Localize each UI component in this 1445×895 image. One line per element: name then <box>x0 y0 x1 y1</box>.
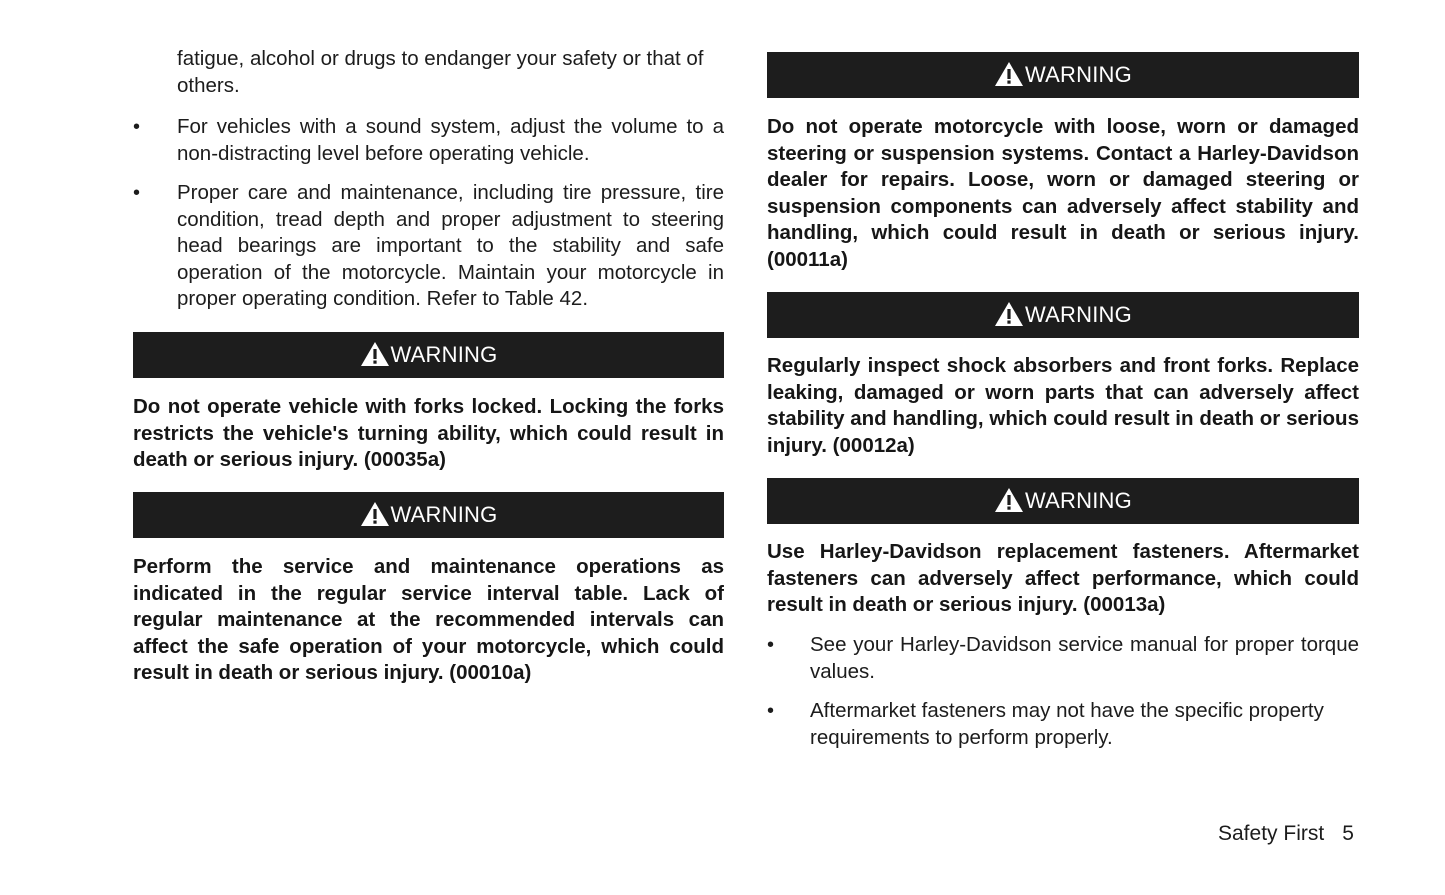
bullet-item: Proper care and maintenance, including tire pressure, tire condition, tread depth and proper adjustment to steering head bearings are important to the stability and safe operation of the motorcycle. Maintain your motorcycle in proper operating condition. Refer to Table 42. <box>177 181 724 311</box>
warning-banner <box>767 52 1359 98</box>
warning-text: Do not operate motorcycle with loose, worn or damaged steering or suspension systems. Contact a Harley-Davidson dealer for repairs. Loose, worn or damaged steering or suspension components can adversely affect stability and handling, which could result in death or serious injury. (00011a) <box>767 115 1359 271</box>
warning-title: WARNING <box>390 502 498 527</box>
bullet-dot-icon: • <box>767 634 775 656</box>
warning-title: WARNING <box>1025 302 1132 327</box>
page-number: 5 <box>1342 822 1354 845</box>
bullet-dot-icon: • <box>133 116 141 138</box>
warning-title: WARNING <box>1025 62 1132 87</box>
warning-triangle-icon <box>994 301 1024 327</box>
warning-text: Regularly inspect shock absorbers and front forks. Replace leaking, damaged or worn parts that can adversely affect stability and handling, which could result in death or serious injury. (00012a) <box>767 354 1359 457</box>
bullet-dot-icon: • <box>767 700 775 722</box>
warning-banner <box>767 478 1359 524</box>
warning-banner <box>133 332 724 378</box>
warning-triangle-icon <box>994 487 1024 513</box>
warning-title: WARNING <box>390 342 498 367</box>
bullet-item: See your Harley-Davidson service manual for proper torque values. <box>810 633 1359 683</box>
page-footer <box>1218 822 1354 846</box>
bullet-item: Aftermarket fasteners may not have the specific property requirements to perform properly. <box>810 699 1324 749</box>
warning-triangle-icon <box>994 61 1024 87</box>
warning-title: WARNING <box>1025 488 1132 513</box>
intro-paragraph: fatigue, alcohol or drugs to endanger your safety or that of others. <box>177 47 704 97</box>
warning-text: Perform the service and maintenance operations as indicated in the regular service interval table. Lack of regular maintenance at the recommended intervals can affect the safe operation of your motorcycle, which could result in death or serious injury. (00010a) <box>133 555 724 685</box>
warning-triangle-icon <box>360 341 390 367</box>
bullet-dot-icon: • <box>133 182 141 204</box>
warning-text: Do not operate vehicle with forks locked. Locking the forks restricts the vehicle's turning ability, which could result in death or serious injury. (00035a) <box>133 395 724 472</box>
warning-triangle-icon <box>360 501 390 527</box>
warning-banner <box>133 492 724 538</box>
footer-section-title: Safety First <box>1218 822 1325 845</box>
warning-text: Use Harley-Davidson replacement fasteners. Aftermarket fasteners can adversely affect performance, which could result in death or serious injury. (00013a) <box>767 540 1359 617</box>
warning-banner <box>767 292 1359 338</box>
bullet-item: For vehicles with a sound system, adjust the volume to a non-distracting level before operating vehicle. <box>177 115 724 165</box>
